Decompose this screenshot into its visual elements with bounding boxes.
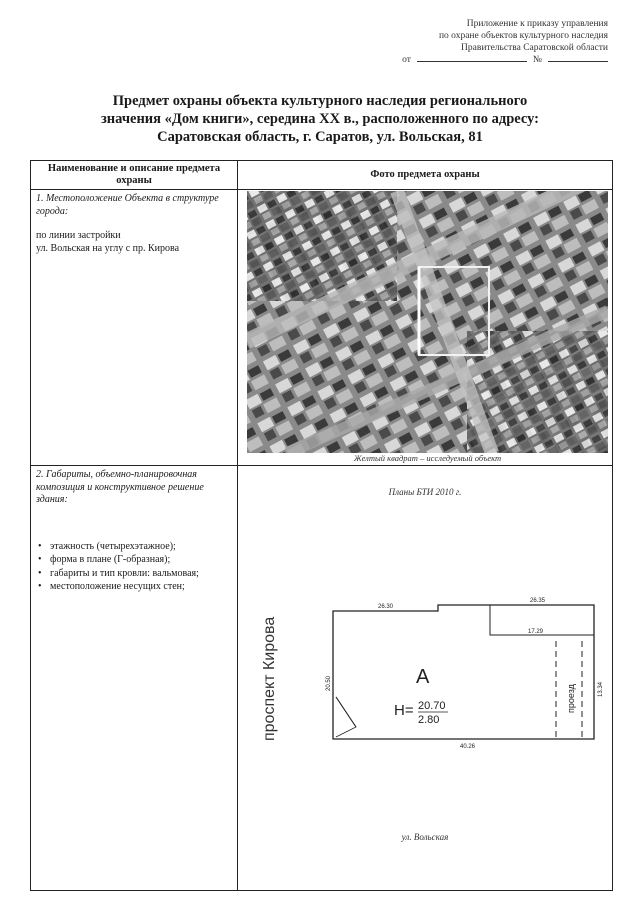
row2-bullet-list: [36, 541, 232, 594]
aerial-photo-caption: Желтый квадрат – исследуемый объект: [353, 453, 502, 463]
dim-left: 20.50: [326, 675, 332, 691]
page-title: [60, 92, 580, 146]
header-divider: [31, 189, 612, 190]
title-line-1: Предмет охраны объекта культурного наследия регионального: [112, 93, 528, 109]
plan-outline: [333, 605, 594, 739]
row1-description: [36, 193, 232, 255]
date-blank: [417, 61, 527, 62]
appendix-line-3: Правительства Саратовской области: [461, 43, 608, 53]
protection-table: [30, 160, 613, 891]
row-divider: [31, 465, 612, 466]
dim-step: 17.29: [528, 629, 544, 635]
from-label: от: [402, 55, 411, 65]
appendix-line-2: по охране объектов культурного наследия: [438, 31, 608, 41]
column-header-photo: Фото предмета охраны: [370, 169, 480, 180]
bullet-walls: • местоположение несущих стен;: [36, 581, 232, 594]
appendix-line-1: Приложение к приказу управления: [466, 19, 608, 29]
street-label-volskaya: ул. Вольская: [401, 832, 449, 842]
title-line-3: Саратовская область, г. Саратов, ул. Вольская, 81: [157, 129, 483, 145]
bullet-plan-shape: • форма в плане (Г-образная);: [36, 554, 232, 567]
number-blank: [548, 61, 608, 62]
row1-line-1: по линии застройки: [36, 230, 121, 241]
plan-height-top: 20.70: [418, 700, 446, 712]
row2-description: [36, 469, 232, 595]
plan-height-label: Н=: [394, 702, 414, 719]
bullet-roof: • габариты и тип кровли: вальмовая;: [36, 568, 232, 581]
column-header-description: Наименование и описание предмета охраны: [47, 163, 221, 186]
row1-line-2: ул. Вольская на углу с пр. Кирова: [36, 242, 180, 254]
floor-plan: [238, 501, 613, 821]
aerial-photo: [247, 191, 608, 453]
plan-height-bottom: 2.80: [418, 714, 440, 726]
passage-label: проезд: [566, 684, 576, 713]
dim-top-right: 26.35: [530, 598, 546, 604]
row1-heading: 1. Местоположение Объекта в структуре города:: [36, 193, 219, 217]
bullet-floors: • этажность (четырехэтажное);: [36, 541, 232, 554]
plan-block-label: А: [416, 666, 430, 688]
dim-top-left: 26.30: [378, 604, 394, 610]
street-label-kirova: проспект Кирова: [261, 616, 278, 741]
dim-bottom: 40.26: [460, 744, 476, 750]
order-appendix-note: [368, 18, 608, 66]
plan-caption: Планы БТИ 2010 г.: [388, 487, 462, 497]
number-label: №: [532, 55, 542, 65]
dim-right: 13.34: [598, 681, 604, 697]
row2-heading: 2. Габариты, объемно-планировочная композиция и конструктивное решение здания:: [36, 469, 204, 505]
title-line-2: значения «Дом книги», середина XX в., расположенного по адресу:: [100, 111, 540, 127]
date-number-line: [368, 54, 608, 66]
aerial-photo-image: [247, 191, 608, 453]
